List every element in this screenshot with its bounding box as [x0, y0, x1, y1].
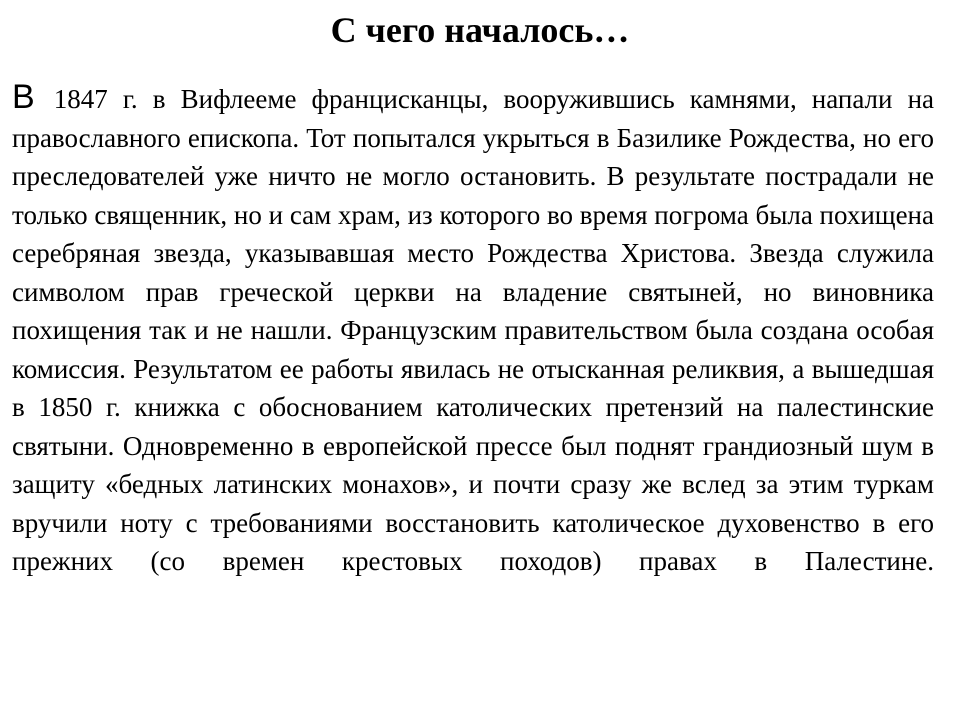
slide-body-text — [12, 78, 934, 581]
body-paragraph: 1847 г. в Вифлееме францисканцы, вооружившись камнями, напали на православного епископа. Тот попытался укрыться в Базилике Рождества, но его преследователей уже ничто не могло остановить. В результате пострадали не только священник, но и сам храм, из которого во время погрома была похищена серебряная звезда, указывавшая место Рождества Христова. Звезда служила символом прав греческой церкви на владение святыней, но виновника похищения так и не нашли. Французским правительством была создана особая комиссия. Результатом ее работы явилась не отысканная реликвия, а вышедшая в 1850 г. книжка с обоснованием католических претензий на палестинские святыни. Одновременно в европейской прессе был поднят грандиозный шум в защиту «бедных латинских монахов», и почти сразу же вслед за этим туркам вручили ноту с требованиями восстановить католическое духовенство в его прежних (со времен крестовых походов) правах в Палестине. — [12, 84, 935, 576]
body-first-letter: В — [12, 78, 35, 116]
slide-title: С чего началось… — [330, 10, 630, 50]
